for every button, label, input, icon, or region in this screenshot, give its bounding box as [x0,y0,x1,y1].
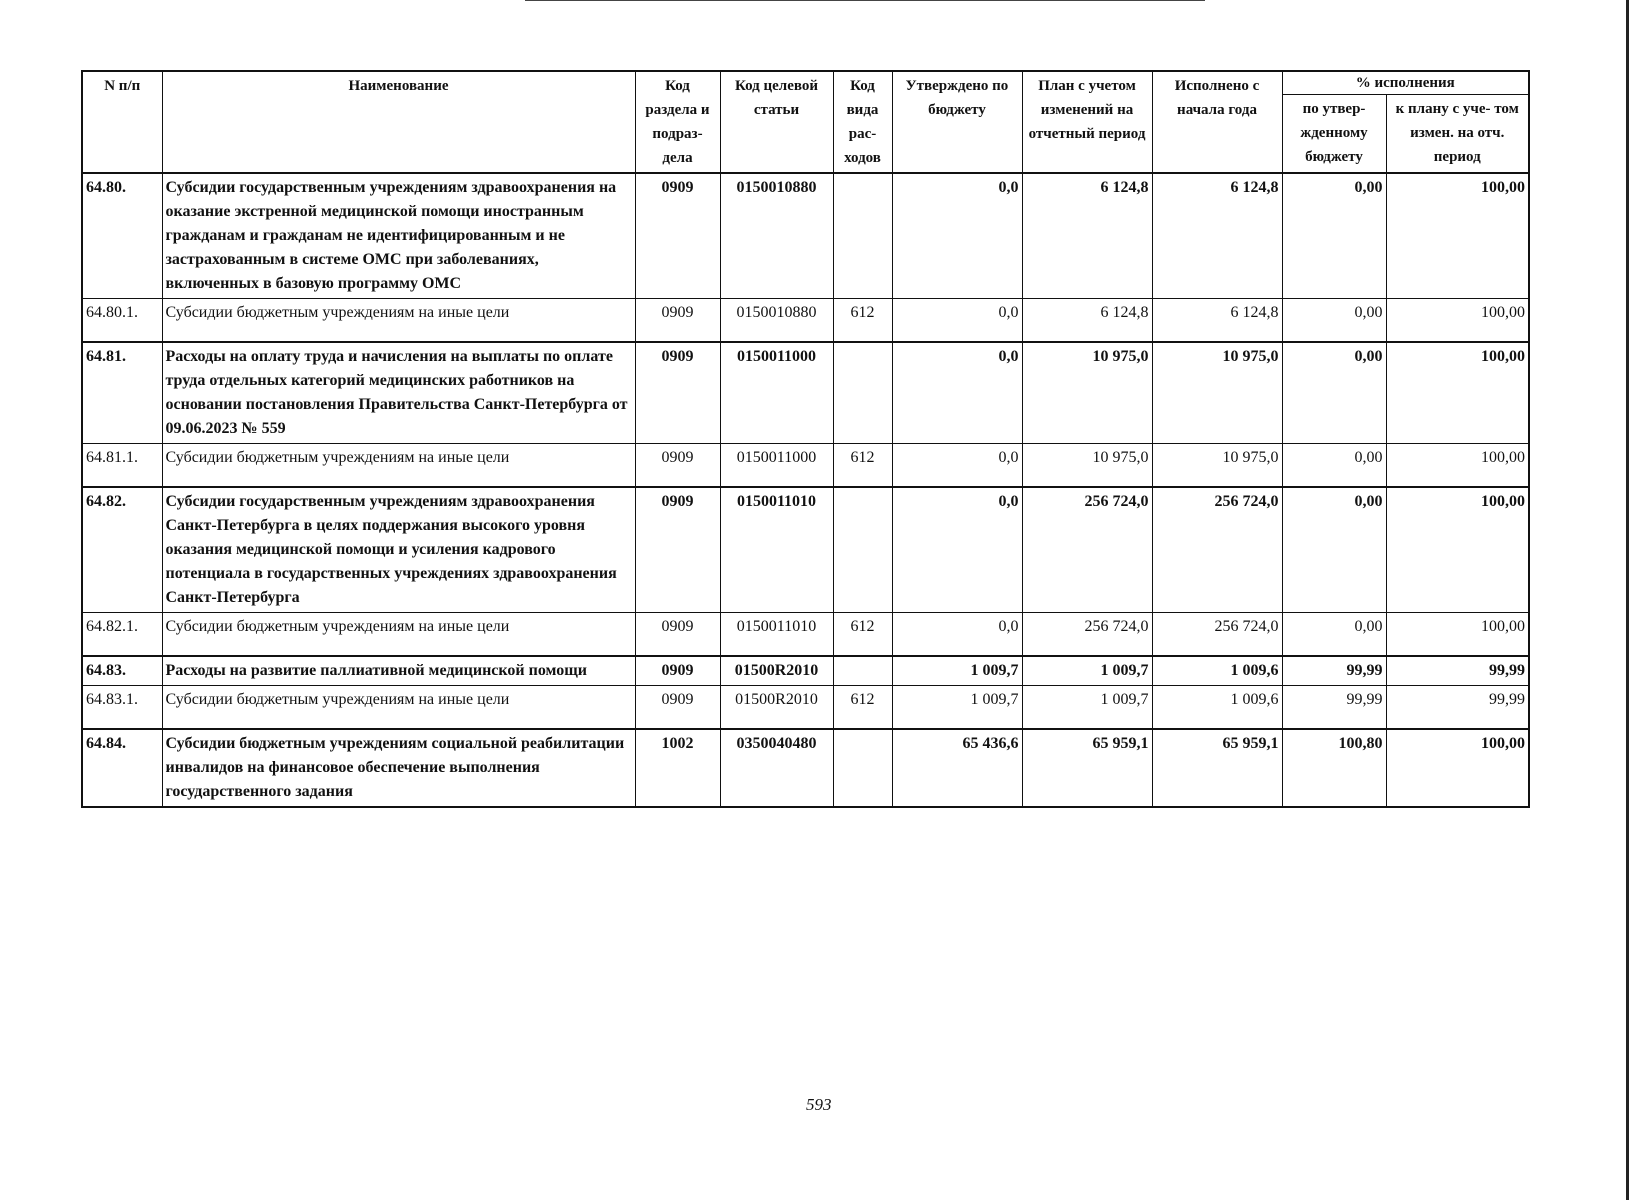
row-ispolneno: 6 124,8 [1152,173,1282,299]
row-pct-plan: 100,00 [1386,299,1529,343]
row-vid: 612 [833,613,892,657]
row-pct-budget: 99,99 [1282,656,1386,686]
row-plan: 6 124,8 [1022,299,1152,343]
row-utverzhdeno: 65 436,6 [892,729,1022,807]
row-pct-plan: 100,00 [1386,444,1529,488]
scan-edge [1626,0,1629,1200]
row-pct-plan: 100,00 [1386,173,1529,299]
row-razdel: 0909 [635,686,720,730]
table-row [82,173,1529,299]
row-ispolneno: 10 975,0 [1152,342,1282,444]
row-vid: 612 [833,299,892,343]
page-number: 593 [806,1095,832,1114]
row-num: 64.80.1. [82,299,162,343]
row-num: 64.81.1. [82,444,162,488]
row-num: 64.82.1. [82,613,162,657]
row-plan: 65 959,1 [1022,729,1152,807]
row-utverzhdeno: 0,0 [892,613,1022,657]
row-ispolneno: 10 975,0 [1152,444,1282,488]
table-body [82,173,1529,807]
row-utverzhdeno: 1 009,7 [892,656,1022,686]
header-ispolneno: Исполнено с начала года [1152,71,1282,173]
header-pct-plan: к плану с уче- том измен. на отч. период [1386,95,1529,173]
row-pct-budget: 0,00 [1282,299,1386,343]
header-num: N п/п [82,71,162,173]
row-ispolneno: 1 009,6 [1152,686,1282,730]
row-pct-budget: 0,00 [1282,342,1386,444]
row-pct-budget: 99,99 [1282,686,1386,730]
row-razdel: 0909 [635,299,720,343]
row-plan: 1 009,7 [1022,686,1152,730]
row-utverzhdeno: 1 009,7 [892,686,1022,730]
row-name: Субсидии бюджетным учреждениям на иные цели [162,613,635,657]
row-razdel: 0909 [635,613,720,657]
row-utverzhdeno: 0,0 [892,173,1022,299]
row-name: Субсидии государственным учреждениям здравоохранения Санкт-Петербурга в целях поддержания высокого уровня оказания медицинской помощи и усиления кадрового потенциала в государственных учреждениях здравоохранения Санкт-Петербурга [162,487,635,613]
row-pct-budget: 0,00 [1282,613,1386,657]
row-pct-plan: 100,00 [1386,729,1529,807]
row-razdel: 0909 [635,656,720,686]
header-kod-vida: Код вида рас- ходов [833,71,892,173]
row-pct-budget: 100,80 [1282,729,1386,807]
row-num: 64.83. [82,656,162,686]
header-kod-razdela: Код раздела и подраз- дела [635,71,720,173]
row-razdel: 1002 [635,729,720,807]
row-plan: 1 009,7 [1022,656,1152,686]
row-vid: 612 [833,686,892,730]
row-name: Расходы на оплату труда и начисления на выплаты по оплате труда отдельных категорий медицинских работников на основании постановления Правительства Санкт-Петербурга от 09.06.2023 № 559 [162,342,635,444]
row-vid [833,487,892,613]
row-utverzhdeno: 0,0 [892,342,1022,444]
header-kod-statyi: Код целевой статьи [720,71,833,173]
row-name: Расходы на развитие паллиативной медицинской помощи [162,656,635,686]
row-pct-budget: 0,00 [1282,444,1386,488]
row-statya: 0150011010 [720,613,833,657]
row-name: Субсидии государственным учреждениям здравоохранения на оказание экстренной медицинской помощи иностранным гражданам и гражданам не идентифицированным и не застрахованным в системе ОМС при заболеваниях, включенных в базовую программу ОМС [162,173,635,299]
row-pct-plan: 100,00 [1386,342,1529,444]
row-vid [833,656,892,686]
row-name: Субсидии бюджетным учреждениям социальной реабилитации инвалидов на финансовое обеспечение выполнения государственного задания [162,729,635,807]
table-row [82,729,1529,807]
row-vid: 612 [833,444,892,488]
row-num: 64.81. [82,342,162,444]
row-pct-plan: 100,00 [1386,613,1529,657]
top-rule [525,0,1205,1]
header-pct-group: % исполнения [1282,71,1529,95]
row-ispolneno: 6 124,8 [1152,299,1282,343]
row-statya: 0150011010 [720,487,833,613]
row-razdel: 0909 [635,487,720,613]
row-vid [833,729,892,807]
row-num: 64.84. [82,729,162,807]
row-plan: 10 975,0 [1022,444,1152,488]
header-plan: План с учетом изменений на отчетный период [1022,71,1152,173]
budget-table [81,70,1530,808]
row-name: Субсидии бюджетным учреждениям на иные цели [162,686,635,730]
header-row-1 [82,71,1529,95]
row-vid [833,342,892,444]
header-utverzhdeno: Утверждено по бюджету [892,71,1022,173]
row-statya: 0350040480 [720,729,833,807]
header-pct-budget: по утвер- жденному бюджету [1282,95,1386,173]
row-ispolneno: 1 009,6 [1152,656,1282,686]
row-statya: 0150010880 [720,299,833,343]
row-pct-plan: 99,99 [1386,656,1529,686]
row-pct-plan: 99,99 [1386,686,1529,730]
row-statya: 01500R2010 [720,656,833,686]
row-razdel: 0909 [635,444,720,488]
table-row [82,342,1529,444]
row-razdel: 0909 [635,342,720,444]
row-pct-plan: 100,00 [1386,487,1529,613]
table-row [82,444,1529,488]
row-pct-budget: 0,00 [1282,487,1386,613]
row-utverzhdeno: 0,0 [892,299,1022,343]
row-ispolneno: 256 724,0 [1152,613,1282,657]
row-statya: 0150011000 [720,342,833,444]
row-num: 64.83.1. [82,686,162,730]
row-num: 64.80. [82,173,162,299]
row-statya: 0150010880 [720,173,833,299]
table-row [82,613,1529,657]
row-pct-budget: 0,00 [1282,173,1386,299]
row-plan: 10 975,0 [1022,342,1152,444]
row-statya: 01500R2010 [720,686,833,730]
row-name: Субсидии бюджетным учреждениям на иные цели [162,444,635,488]
row-vid [833,173,892,299]
row-utverzhdeno: 0,0 [892,444,1022,488]
row-plan: 6 124,8 [1022,173,1152,299]
header-name: Наименование [162,71,635,173]
row-ispolneno: 256 724,0 [1152,487,1282,613]
table-row [82,299,1529,343]
row-ispolneno: 65 959,1 [1152,729,1282,807]
row-num: 64.82. [82,487,162,613]
row-plan: 256 724,0 [1022,487,1152,613]
row-statya: 0150011000 [720,444,833,488]
row-utverzhdeno: 0,0 [892,487,1022,613]
table-row [82,656,1529,686]
table-row [82,487,1529,613]
row-name: Субсидии бюджетным учреждениям на иные цели [162,299,635,343]
row-plan: 256 724,0 [1022,613,1152,657]
table-row [82,686,1529,730]
row-razdel: 0909 [635,173,720,299]
